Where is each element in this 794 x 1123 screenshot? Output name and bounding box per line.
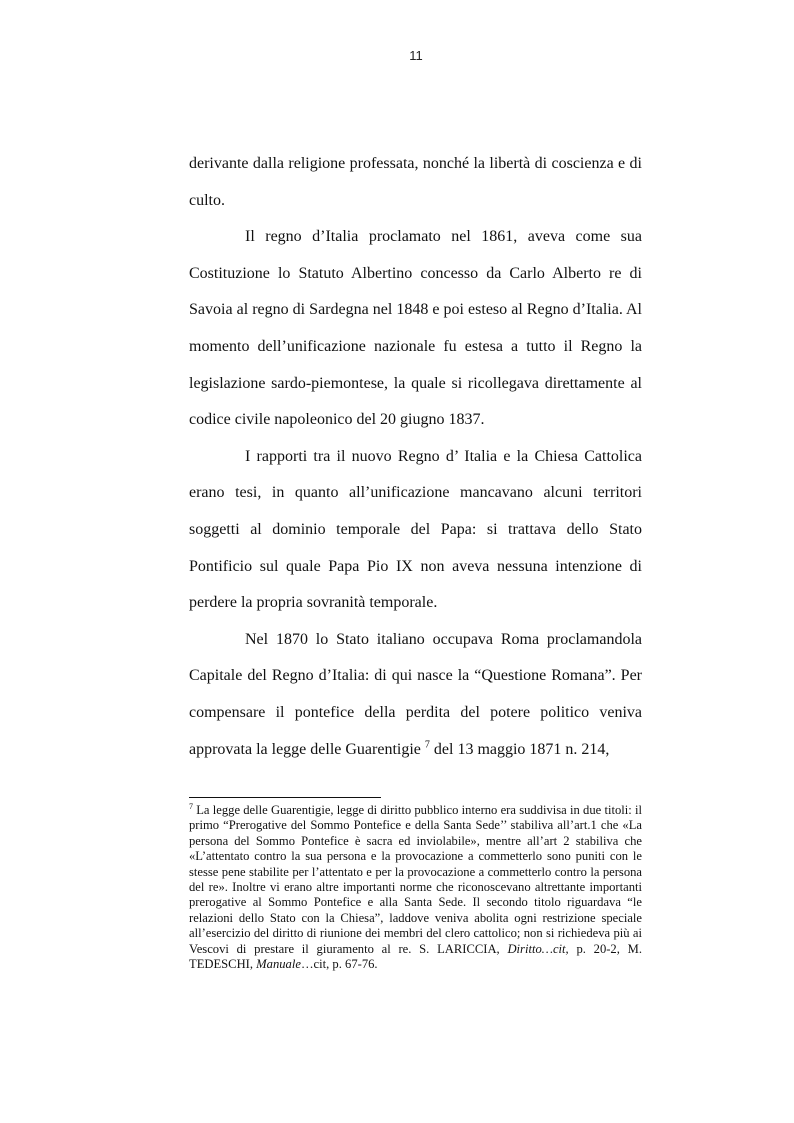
paragraph-2: Il regno d’Italia proclamato nel 1861, aveva come sua Costituzione lo Statuto Albertino concesso da Carlo Alberto re di Savoia al regno di Sardegna nel 1848 e poi esteso al Regno d’Italia. Al momento dell’unificazione nazionale fu estesa a tutto il Regno la legislazione sardo-piemontese, la quale si ricollegava direttamente al codice civile napoleonico del 20 giugno 1837. — [189, 228, 642, 429]
page-number: 11 — [409, 48, 423, 63]
paragraph-4-continuation: del 13 maggio 1871 n. 214, — [429, 740, 610, 758]
footnote-citation-manuale: Manuale — [256, 957, 301, 972]
body-text — [189, 146, 642, 768]
paragraph-4 — [189, 622, 642, 768]
footnote-end: …cit, p. 67-76. — [300, 957, 378, 972]
footnotes — [189, 803, 642, 972]
paragraph-3: I rapporti tra il nuovo Regno d’ Italia e la Chiesa Cattolica erano tesi, in quanto all’unificazione mancavano alcuni territori soggetti al dominio temporale del Papa: si trattava dello Stato Pontificio sul quale Papa Pio IX non aveva nessuna intenzione di perdere la propria sovranità temporale. — [189, 447, 642, 612]
footnote-text: La legge delle Guarentigie, legge di diritto pubblico interno era suddivisa in due titoli: il primo “Prerogative del Sommo Pontefice e della Santa Sede’’ stabiliva all’art.1 che «La persona del Sommo Pontefice è sacra ed inviolabile», mentre all’art 2 stabiliva che «L’attentato contro la sua persona e la provocazione a commetterlo sono puniti con le stesse pene stabilite per l’attentato e per la provocazione a commetterlo contro la persona del re». Inoltre vi erano altre importanti norme che riconoscevano altrettante importanti prerogative al Sommo Pontefice e alla Santa Sede. Il secondo titolo riguardava “le relazioni dello Stato con la Chiesa”, laddove veniva abolita ogni restrizione speciale all’esercizio del diritto di riunione dei membri del clero cattolico; non si richiedeva più ai Vescovi di prestare il giuramento al re. S. LARICCIA, — [189, 803, 642, 956]
footnote-citation-diritto: Diritto…cit, — [507, 941, 569, 956]
paragraph-4-text: Nel 1870 lo Stato italiano occupava Roma proclamandola Capitale del Regno d’Italia: di qui nasce la “Questione Romana”. Per compensare il pontefice della perdita del potere politico veniva approvata la legge delle Guarentigie — [189, 630, 642, 758]
footnote-number: 7 — [189, 801, 193, 811]
footnote-reference-7[interactable]: 7 — [424, 739, 430, 751]
footnote-pages: p. 20-2, M. TEDESCHI, — [189, 941, 642, 972]
footnote-separator — [189, 797, 381, 798]
footnote-7 — [189, 803, 642, 972]
paragraph-1: derivante dalla religione professata, nonché la libertà di coscienza e di culto. — [189, 155, 642, 209]
